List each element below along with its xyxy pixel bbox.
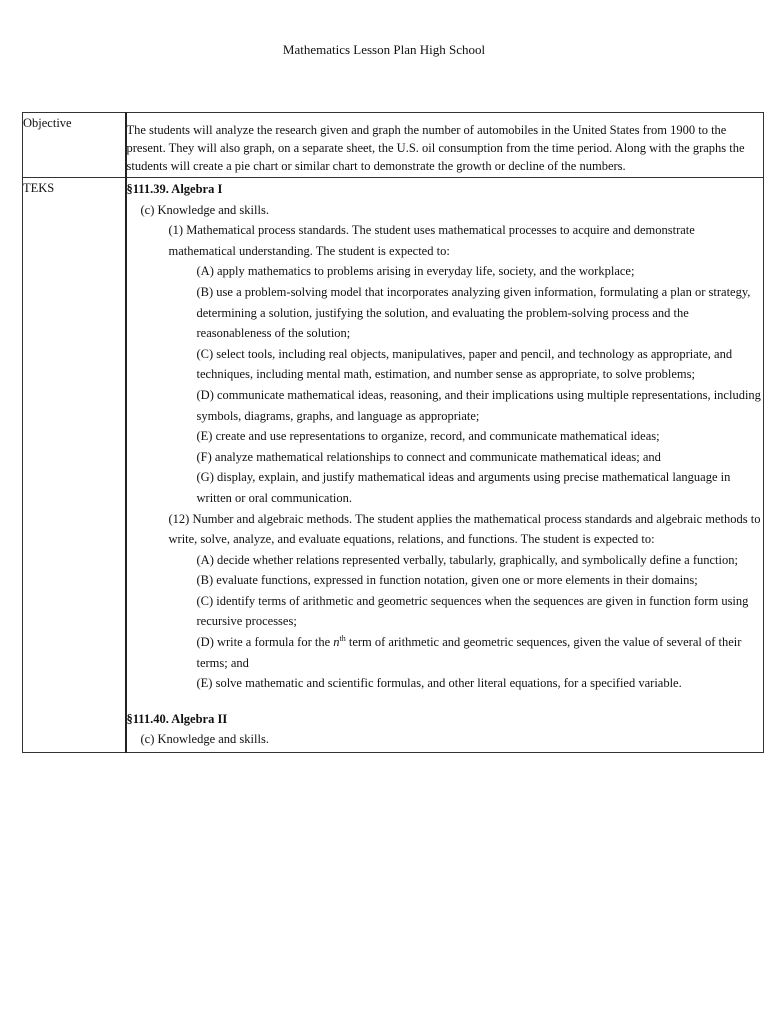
algebra-2-heading: §111.40. Algebra II [126,711,228,726]
teks-row [23,178,764,753]
section-spacer [127,694,764,709]
document-title: Mathematics Lesson Plan High School [282,42,486,57]
standard-12-item-b: (B) evaluate functions, expressed in function notation, given one or more elements in their domains; [196,573,698,588]
teks-label: TEKS [23,178,126,753]
item-d-n: n [333,635,340,650]
algebra-1-knowledge-skills: (c) Knowledge and skills. [140,202,269,217]
standard-12-item-a: (A) decide whether relations represented verbally, tabularly, graphically, and symbolically define a function; [196,552,738,567]
objective-row [23,113,764,178]
standard-1-item-a: (A) apply mathematics to problems arising in everyday life, society, and the workplace; [196,264,635,279]
standard-1-item-d: (D) communicate mathematical ideas, reasoning, and their implications using multiple representations, including symbols, diagrams, graphs, and language as appropriate; [196,387,761,423]
standard-1-item-f: (F) analyze mathematical relationships to connect and communicate mathematical ideas; and [196,449,661,464]
standard-12-text: (12) Number and algebraic methods. The student applies the mathematical process standards and algebraic methods to write, solve, analyze, and evaluate equations, relations, and functions. The student is expected to: [168,511,761,547]
item-d-prefix: (D) write a formula for the [196,635,334,650]
standard-1-text: (1) Mathematical process standards. The student uses mathematical processes to acquire and demonstrate mathematical understanding. The student is expected to: [168,223,695,258]
standard-12-item-c: (C) identify terms of arithmetic and geometric sequences when the sequences are given in function form using recursive processes; [196,593,749,629]
algebra-2-knowledge-skills: (c) Knowledge and skills. [140,732,269,747]
standard-1-item-e: (E) create and use representations to organize, record, and communicate mathematical ideas; [196,429,660,444]
objective-text: The students will analyze the research given and graph the number of automobiles in the United States from 1900 to the present. They will also graph, on a separate sheet, the U.S. oil consumption from the time period. Along with the graphs the students will create a pie chart or similar chart to demonstrate the growth or decline of the numbers. [126,113,764,178]
standard-12-item-d [127,632,764,673]
standard-12-item-e: (E) solve mathematic and scientific formulas, and other literal equations, for a specified variable. [196,676,682,691]
lesson-plan-table [22,112,764,753]
algebra-1-heading: §111.39. Algebra I [126,182,223,196]
standard-1-item-b: (B) use a problem-solving model that incorporates analyzing given information, formulating a plan or strategy, determining a solution, justifying the solution, and evaluating the problem-solving process and the reasonableness of the solution; [196,284,751,341]
standard-1-item-c: (C) select tools, including real objects, manipulatives, paper and pencil, and technology as appropriate, and techniques, including mental math, estimation, and number sense as appropriate, to solve problems; [196,346,733,382]
objective-label: Objective [23,113,126,178]
item-d-superscript: th [339,633,346,643]
standard-1-item-g: (G) display, explain, and justify mathematical ideas and arguments using precise mathematical language in written or oral communication. [196,470,731,505]
item-d-suffix: term of arithmetic and geometric sequences, given the value of several of their terms; and [196,635,742,670]
teks-content [126,178,764,753]
